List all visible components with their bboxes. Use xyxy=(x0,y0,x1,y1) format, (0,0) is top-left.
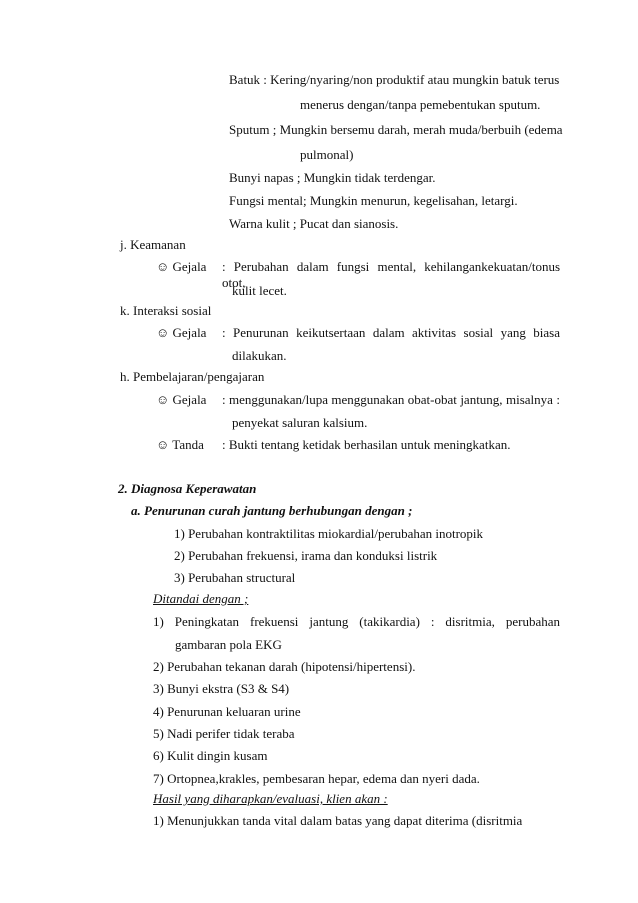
text-line: Bunyi napas ; Mungkin tidak terdengar. xyxy=(229,170,436,185)
text-line: kulit lecet. xyxy=(232,283,287,298)
section-heading: k. Interaksi sosial xyxy=(120,303,212,318)
text-line: gambaran pola EKG xyxy=(175,637,282,652)
symptom-text: : menggunakan/lupa menggunakan obat-obat jantung, misalnya : xyxy=(222,392,560,407)
section-heading: j. Keamanan xyxy=(120,237,186,252)
list-item: 1) Peningkatan frekuensi jantung (takikardia) : disritmia, perubahan xyxy=(153,614,560,629)
list-item: 3) Perubahan structural xyxy=(174,570,296,585)
diagnosis-heading: 2. Diagnosa Keperawatan xyxy=(118,481,257,496)
symptom-label: ☺ Gejala xyxy=(156,392,207,407)
list-item: 5) Nadi perifer tidak teraba xyxy=(153,726,295,741)
symptom-label: ☺ Gejala xyxy=(156,325,207,340)
text-line: Sputum ; Mungkin bersemu darah, merah muda/berbuih (edema xyxy=(229,122,563,137)
list-item: 2) Perubahan tekanan darah (hipotensi/hipertensi). xyxy=(153,659,416,674)
sign-text: : Bukti tentang ketidak berhasilan untuk meningkatkan. xyxy=(222,437,511,452)
list-item: 2) Perubahan frekuensi, irama dan konduksi listrik xyxy=(174,548,438,563)
list-item: 7) Ortopnea,krakles, pembesaran hepar, edema dan nyeri dada. xyxy=(153,771,480,786)
text-line: Batuk : Kering/nyaring/non produktif atau mungkin batuk terus xyxy=(229,72,560,87)
list-item: 6) Kulit dingin kusam xyxy=(153,748,268,763)
criteria-heading: Ditandai dengan ; xyxy=(153,591,249,606)
list-item: 3) Bunyi ekstra (S3 & S4) xyxy=(153,681,290,696)
sign-label: ☺ Tanda xyxy=(156,437,204,452)
list-item: 1) Menunjukkan tanda vital dalam batas yang dapat diterima (disritmia xyxy=(153,813,523,828)
symptom-text: : Perubahan dalam fungsi mental, kehilangankekuatan/tonus otot, xyxy=(222,259,560,290)
text-line: dilakukan. xyxy=(232,348,287,363)
outcome-heading: Hasil yang diharapkan/evaluasi, klien akan : xyxy=(153,791,388,806)
text-line: Warna kulit ; Pucat dan sianosis. xyxy=(229,216,399,231)
section-heading: h. Pembelajaran/pengajaran xyxy=(120,369,265,384)
text-line: pulmonal) xyxy=(300,147,354,162)
symptom-label: ☺ Gejala xyxy=(156,259,207,274)
text-line: menerus dengan/tanpa pemebentukan sputum. xyxy=(300,97,541,112)
diagnosis-subheading: a. Penurunan curah jantung berhubungan dengan ; xyxy=(131,503,413,518)
list-item: 4) Penurunan keluaran urine xyxy=(153,704,301,719)
text-line: penyekat saluran kalsium. xyxy=(232,415,368,430)
text-line: Fungsi mental; Mungkin menurun, kegelisahan, letargi. xyxy=(229,193,518,208)
list-item: 1) Perubahan kontraktilitas miokardial/perubahan inotropik xyxy=(174,526,484,541)
symptom-text: : Penurunan keikutsertaan dalam aktivitas sosial yang biasa xyxy=(222,325,560,340)
